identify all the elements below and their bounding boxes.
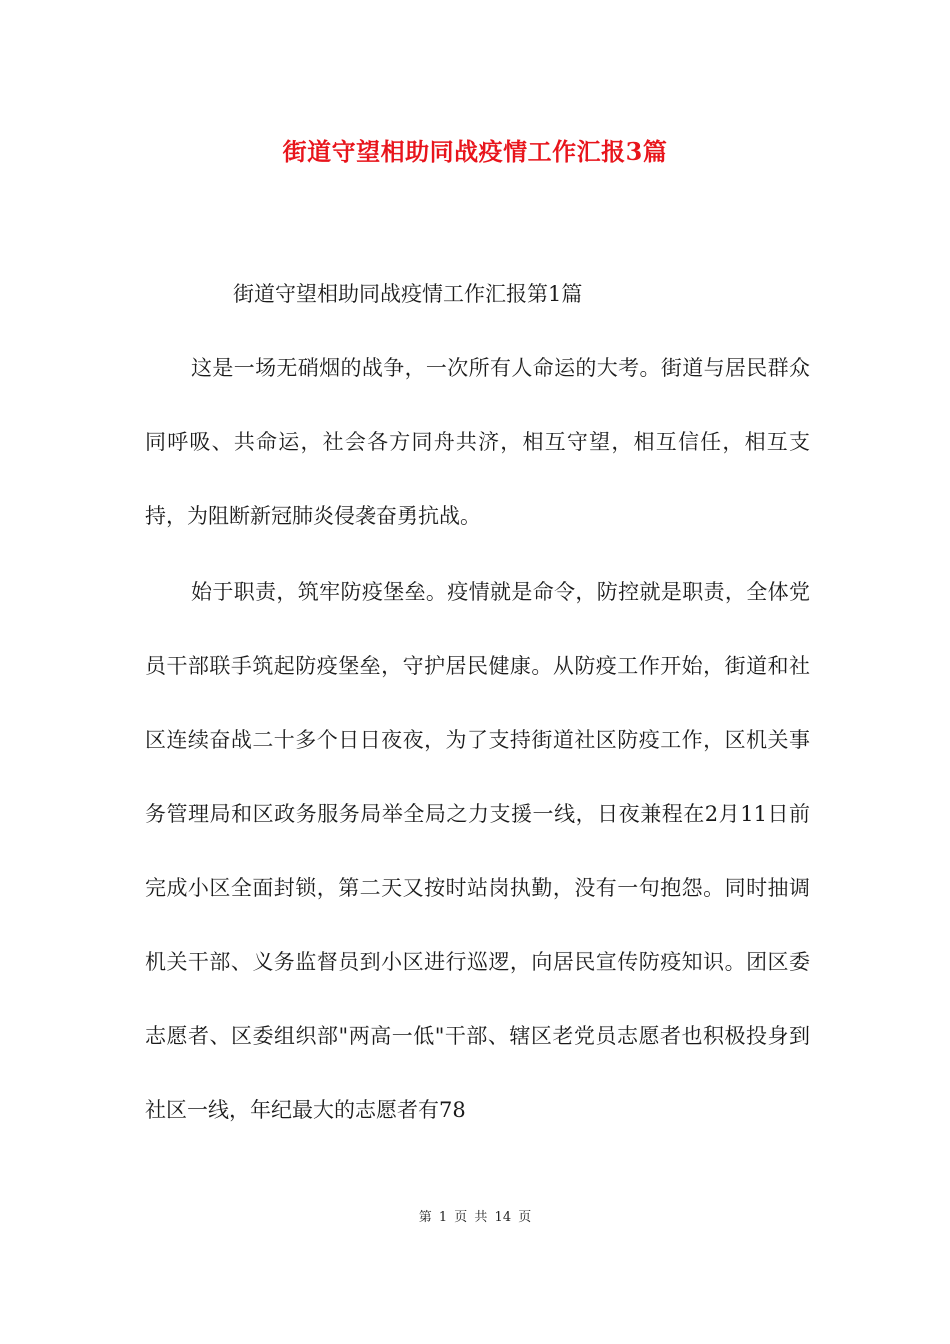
section-heading: 街道守望相助同战疫情工作汇报第1篇 (233, 282, 583, 306)
body-paragraph: 始于职责，筑牢防疫堡垒。疫情就是命令，防控就是职责，全体党员干部联手筑起防疫堡垒，守护居民健康。从防疫工作开始，街道和社区连续奋战二十多个日日夜夜，为了支持街道社区防疫工作，区机关事务管理局和区政务服务局举全局之力支援一线，日夜兼程在2月11日前完成小区全面封锁，第二天又按时站岗执勤，没有一句抱怨。同时抽调机关干部、义务监督员到小区进行巡逻，向居民宣传防疫知识。团区委志愿者、区委组织部"两高一低"干部、辖区老党员志愿者也积极投身到社区一线，年纪最大的志愿者有78 (145, 580, 810, 1122)
document-title: 街道守望相助同战疫情工作汇报3篇 (282, 137, 668, 166)
body-paragraph: 这是一场无硝烟的战争，一次所有人命运的大考。街道与居民群众同呼吸、共命运，社会各方同舟共济，相互守望，相互信任，相互支持，为阻断新冠肺炎侵袭奋勇抗战。 (145, 356, 810, 528)
page-number-footer: 第 1 页 共 14 页 (418, 1210, 532, 1225)
